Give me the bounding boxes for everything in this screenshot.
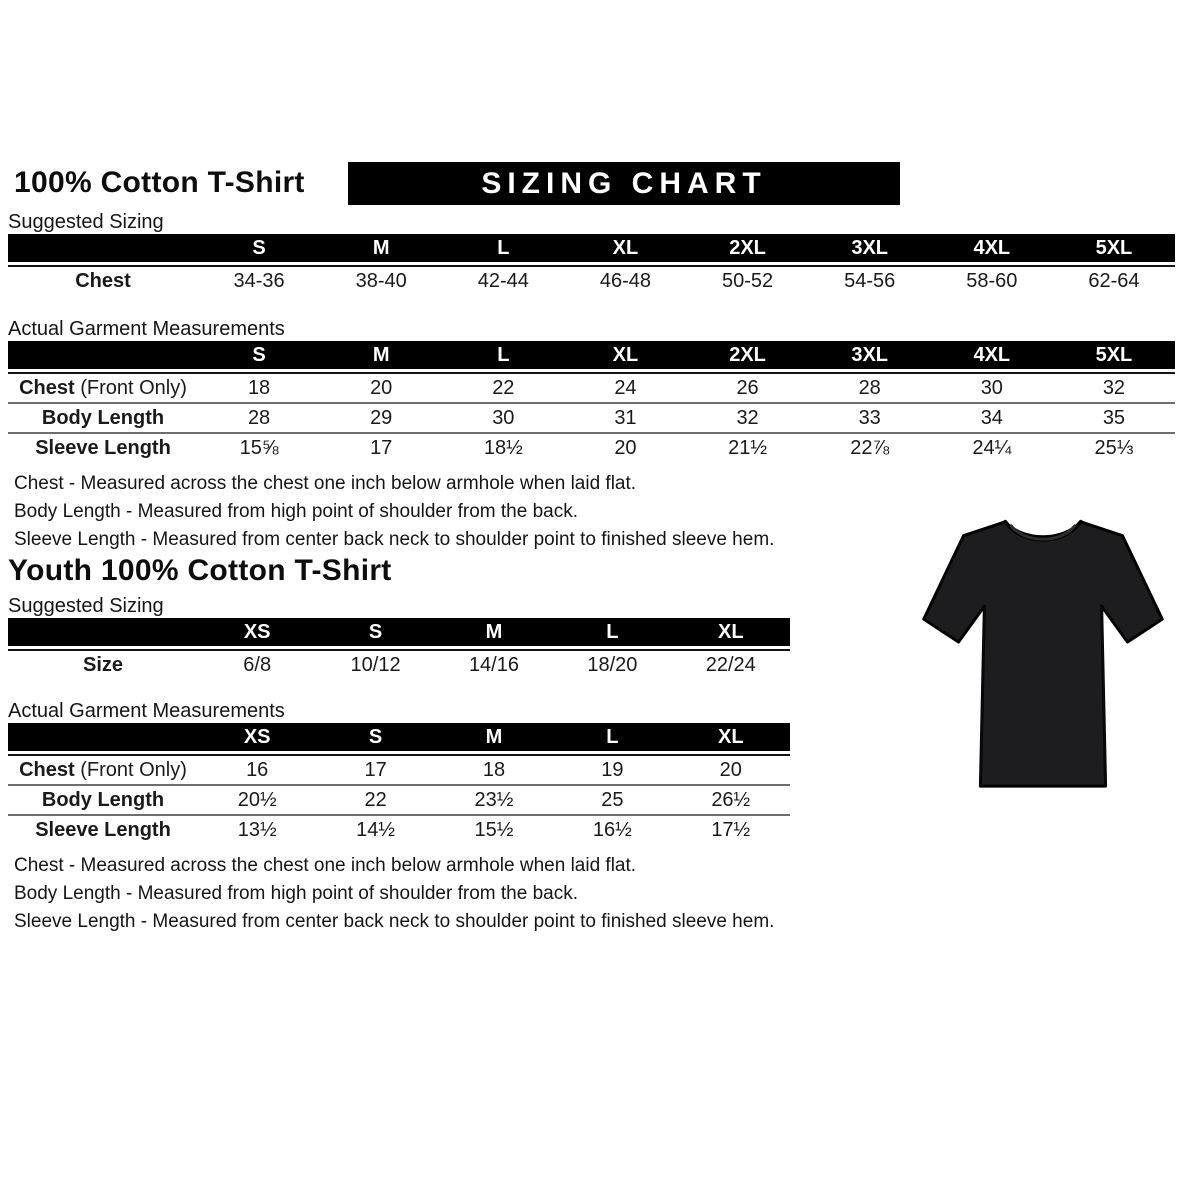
tshirt-image (893, 490, 1193, 808)
column-header: XS (198, 618, 316, 649)
table-cell: 35 (1053, 402, 1175, 432)
table-cell: 24 (564, 372, 686, 402)
table-cell: 42-44 (442, 265, 564, 295)
suggested-sizing-label-youth: Suggested Sizing (8, 595, 164, 617)
note-chest: Chest - Measured across the chest one inch below armhole when laid flat. (14, 855, 637, 876)
table-cell: 50-52 (687, 265, 809, 295)
table-cell: 58-60 (931, 265, 1053, 295)
table-row (8, 402, 1175, 432)
table-cell: 14/16 (435, 649, 553, 679)
table-cell: 19 (553, 754, 671, 784)
table-cell: 20 (564, 432, 686, 462)
youth-suggested-sizing-table (8, 618, 790, 679)
table-cell: 29 (320, 402, 442, 432)
row-label: Chest (Front Only) (8, 754, 198, 784)
table-cell: 23½ (435, 784, 553, 814)
youth-measurement-notes (8, 852, 1175, 935)
column-header: S (316, 618, 434, 649)
table-cell: 16½ (553, 814, 671, 844)
column-header: S (316, 723, 434, 754)
column-header: S (198, 234, 320, 265)
table-cell: 62-64 (1053, 265, 1175, 295)
actual-measurements-label-adult: Actual Garment Measurements (8, 318, 285, 340)
row-label: Sleeve Length (8, 432, 198, 462)
table-cell: 17 (320, 432, 442, 462)
table-cell: 15⅝ (198, 432, 320, 462)
column-header: M (320, 234, 442, 265)
table-cell: 54-56 (809, 265, 931, 295)
note-chest: Chest - Measured across the chest one inch below armhole when laid flat. (14, 473, 637, 494)
column-header: 3XL (809, 341, 931, 372)
table-cell: 22/24 (672, 649, 790, 679)
column-header: L (442, 234, 564, 265)
column-header: 5XL (1053, 341, 1175, 372)
table-cell: 46-48 (564, 265, 686, 295)
column-header-blank (8, 341, 198, 372)
table-cell: 18 (435, 754, 553, 784)
youth-actual-measurements-table (8, 723, 790, 844)
page-title: 100% Cotton T-Shirt (14, 166, 305, 199)
table-cell: 32 (1053, 372, 1175, 402)
column-header: 4XL (931, 341, 1053, 372)
column-header: 3XL (809, 234, 931, 265)
column-header-blank (8, 234, 198, 265)
column-header-blank (8, 723, 198, 754)
table-cell: 26 (687, 372, 809, 402)
table-cell: 20 (320, 372, 442, 402)
note-body-length: Body Length - Measured from high point of shoulder from the back. (14, 501, 578, 522)
table-row (8, 649, 790, 679)
note-sleeve-length: Sleeve Length - Measured from center back neck to shoulder point to finished sleeve hem. (14, 529, 775, 550)
table-cell: 20½ (198, 784, 316, 814)
table-cell: 30 (931, 372, 1053, 402)
table-cell: 15½ (435, 814, 553, 844)
table-cell: 17 (316, 754, 434, 784)
column-header: L (553, 723, 671, 754)
table-cell: 32 (687, 402, 809, 432)
row-label: Chest (8, 265, 198, 295)
table-cell: 17½ (672, 814, 790, 844)
table-header-row (8, 723, 790, 754)
column-header-blank (8, 618, 198, 649)
table-cell: 21½ (687, 432, 809, 462)
table-row (8, 754, 790, 784)
table-cell: 13½ (198, 814, 316, 844)
table-cell: 31 (564, 402, 686, 432)
table-cell: 30 (442, 402, 564, 432)
note-body-length: Body Length - Measured from high point of shoulder from the back. (14, 883, 578, 904)
table-cell: 14½ (316, 814, 434, 844)
table-header-row (8, 618, 790, 649)
column-header: M (320, 341, 442, 372)
table-row (8, 265, 1175, 295)
table-cell: 24¼ (931, 432, 1053, 462)
column-header: L (553, 618, 671, 649)
table-cell: 22⅞ (809, 432, 931, 462)
row-label: Body Length (8, 402, 198, 432)
row-label: Sleeve Length (8, 814, 198, 844)
column-header: M (435, 723, 553, 754)
table-header-row (8, 341, 1175, 372)
column-header: S (198, 341, 320, 372)
column-header: M (435, 618, 553, 649)
column-header: 4XL (931, 234, 1053, 265)
table-cell: 22 (316, 784, 434, 814)
table-row (8, 814, 790, 844)
table-cell: 25⅓ (1053, 432, 1175, 462)
youth-title: Youth 100% Cotton T-Shirt (8, 554, 392, 587)
suggested-sizing-label-adult: Suggested Sizing (8, 211, 164, 233)
table-row (8, 372, 1175, 402)
sizing-chart-banner: SIZING CHART (348, 162, 900, 205)
row-label: Size (8, 649, 198, 679)
table-cell: 18½ (442, 432, 564, 462)
column-header: XL (672, 618, 790, 649)
table-header-row (8, 234, 1175, 265)
row-label: Chest (Front Only) (8, 372, 198, 402)
column-header: XS (198, 723, 316, 754)
table-cell: 18/20 (553, 649, 671, 679)
column-header: 5XL (1053, 234, 1175, 265)
table-cell: 16 (198, 754, 316, 784)
column-header: XL (564, 234, 686, 265)
table-cell: 38-40 (320, 265, 442, 295)
table-cell: 10/12 (316, 649, 434, 679)
table-cell: 26½ (672, 784, 790, 814)
table-cell: 34-36 (198, 265, 320, 295)
table-cell: 28 (809, 372, 931, 402)
table-cell: 28 (198, 402, 320, 432)
table-cell: 25 (553, 784, 671, 814)
header-row (8, 162, 1175, 208)
table-cell: 6/8 (198, 649, 316, 679)
column-header: XL (564, 341, 686, 372)
note-sleeve-length: Sleeve Length - Measured from center back neck to shoulder point to finished sleeve hem. (14, 911, 775, 932)
column-header: XL (672, 723, 790, 754)
table-cell: 20 (672, 754, 790, 784)
column-header: 2XL (687, 341, 809, 372)
table-cell: 34 (931, 402, 1053, 432)
table-row (8, 432, 1175, 462)
table-row (8, 784, 790, 814)
actual-measurements-label-youth: Actual Garment Measurements (8, 700, 285, 722)
row-label: Body Length (8, 784, 198, 814)
table-cell: 18 (198, 372, 320, 402)
column-header: 2XL (687, 234, 809, 265)
adult-actual-measurements-table (8, 341, 1175, 462)
column-header: L (442, 341, 564, 372)
table-cell: 33 (809, 402, 931, 432)
table-cell: 22 (442, 372, 564, 402)
adult-suggested-sizing-table (8, 234, 1175, 295)
